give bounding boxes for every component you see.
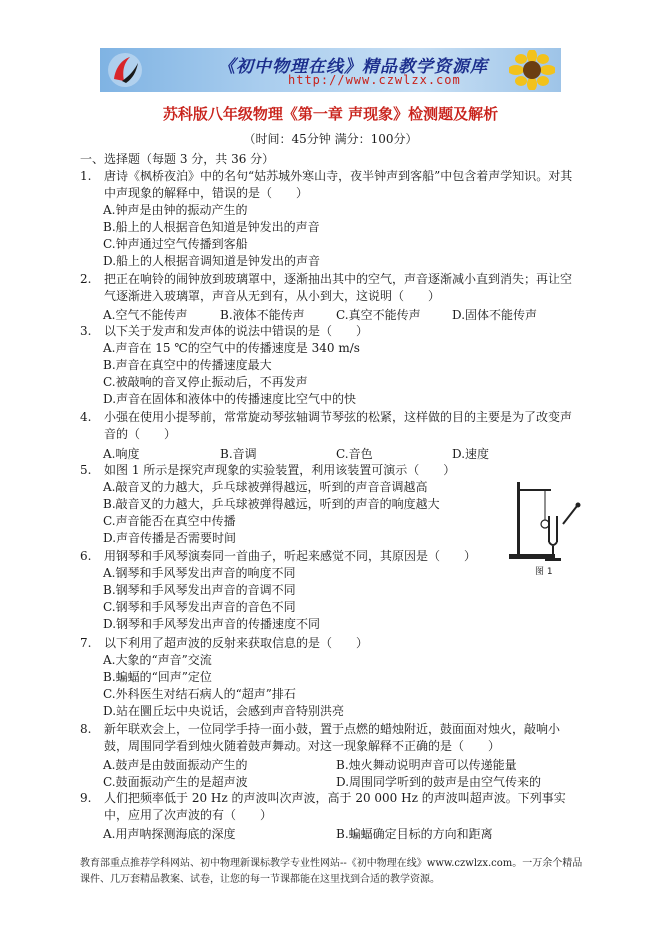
question-9 [80, 790, 580, 824]
option: A.钢琴和手风琴发出声音的响度不同 [103, 566, 296, 580]
option: D.船上的人根据音调知道是钟发出的声音 [103, 254, 321, 268]
question-number: 5. [80, 463, 92, 477]
option: C.被敲响的音叉停止振动后，不再发声 [103, 375, 308, 389]
option: B.声音在真空中的传播速度最大 [103, 358, 272, 372]
question-stem: 如图 1 所示是探究声现象的实验装置，利用该装置可演示（ ） [104, 463, 456, 477]
document-title: 苏科版八年级物理《第一章 声现象》检测题及解析 [162, 105, 499, 123]
question-number: 7. [80, 636, 92, 650]
question-stem: 唐诗《枫桥夜泊》中的名句“姑苏城外寒山寺，夜半钟声到客船”中包含着声学知识。对其中声现象的解释中，错误的是（ ） [104, 169, 573, 200]
option: D.声音传播是否需要时间 [103, 531, 237, 545]
option: D.速度 [452, 447, 490, 461]
option: D.站在圜丘坛中央说话，会感到声音特别洪亮 [103, 704, 345, 718]
question-3 [80, 323, 580, 340]
question-3-options [103, 340, 360, 408]
question-6-options [103, 565, 320, 633]
question-number: 4. [80, 410, 92, 424]
question-stem: 小强在使用小提琴前，常常旋动琴弦轴调节琴弦的松紧，这样做的目的主要是为了改变声音的（ ） [104, 410, 573, 441]
option: A.响度 [103, 447, 140, 461]
option: A.声音在 15 ℃的空气中的传播速度是 340 m/s [103, 341, 360, 355]
question-stem: 以下关于发声和发声体的说法中错误的是（ ） [104, 324, 369, 338]
exam-meta: （时间：45分钟 满分：100分） [243, 132, 418, 146]
page-footer: 教育部重点推荐学科网站、初中物理新课标教学专业性网站--《初中物理在线》www.czwlzx.com。一万余个精品课件、几万套精品教案、试卷，让您的每一节课都能在这里找到合适的教学资源。 [80, 858, 583, 885]
question-stem: 以下利用了超声波的反射来获取信息的是（ ） [104, 636, 369, 650]
question-2 [80, 271, 580, 305]
option: B.船上的人根据音色知道是钟发出的声音 [103, 220, 320, 234]
option: C.钟声通过空气传播到客船 [103, 237, 248, 251]
option: B.烛火舞动说明声音可以传递能量 [336, 758, 517, 772]
question-stem: 人们把频率低于 20 Hz 的声波叫次声波，高于 20 000 Hz 的声波叫超声波。下列事实中，应用了次声波的有（ ） [104, 791, 566, 822]
option: B.蝙蝠确定目标的方向和距离 [336, 827, 493, 841]
question-5-options [103, 479, 440, 547]
question-number: 3. [80, 324, 92, 338]
question-6 [80, 548, 580, 565]
option: B.蝙蝠的“回声”定位 [103, 670, 212, 684]
option: A.空气不能传声 [103, 308, 188, 322]
option: C.声音能否在真空中传播 [103, 514, 236, 528]
option: A.敲音叉的力越大，乒乓球被弹得越远，听到的声音音调越高 [103, 480, 428, 494]
option: D.钢琴和手风琴发出声音的传播速度不同 [103, 617, 321, 631]
option: D.周围同学听到的鼓声是由空气传来的 [336, 775, 542, 789]
option: A.鼓声是由鼓面振动产生的 [103, 758, 248, 772]
question-8 [80, 721, 580, 755]
question-4 [80, 409, 580, 443]
site-logo-icon [106, 51, 144, 89]
figure-caption: 图 1 [535, 567, 553, 577]
option: A.钟声是由钟的振动产生的 [103, 203, 248, 217]
option: B.敲音叉的力越大，乒乓球被弹得越远，听到的声音的响度越大 [103, 497, 440, 511]
banner-url[interactable]: http://www.czwlzx.com [288, 73, 461, 87]
option: C.鼓面振动产生的是超声波 [103, 775, 248, 789]
header-banner [100, 48, 561, 92]
option: C.钢琴和手风琴发出声音的音色不同 [103, 600, 296, 614]
sunflower-icon [509, 50, 555, 90]
option: B.钢琴和手风琴发出声音的音调不同 [103, 583, 296, 597]
question-number: 9. [80, 791, 92, 805]
banner-title: 《初中物理在线》精品教学资源库 [218, 57, 488, 77]
option: D.固体不能传声 [452, 308, 538, 322]
question-1-options [103, 202, 320, 270]
question-number: 2. [80, 272, 92, 286]
question-number: 6. [80, 549, 92, 563]
question-stem: 用钢琴和手风琴演奏同一首曲子，听起来感觉不同，其原因是（ ） [104, 549, 477, 563]
option: B.液体不能传声 [220, 308, 305, 322]
question-stem: 把正在响铃的闹钟放到玻璃罩中，逐渐抽出其中的空气，声音逐渐减小直到消失；再让空气逐渐进入玻璃罩，声音从无到有，从小到大，这说明（ ） [104, 272, 573, 303]
question-1 [80, 168, 580, 202]
question-7 [80, 635, 580, 652]
question-number: 8. [80, 722, 92, 736]
question-number: 1. [80, 169, 92, 183]
option: A.大象的“声音”交流 [103, 653, 212, 667]
section-heading: 一、选择题（每题 3 分，共 36 分） [80, 152, 275, 166]
option: C.音色 [336, 447, 373, 461]
question-stem: 新年联欢会上，一位同学手持一面小鼓，置于点燃的蜡烛附近，鼓面面对烛火，敲响小鼓，周围同学看到烛火随着鼓声舞动。对这一现象解释不正确的是（ ） [104, 722, 561, 753]
option: A.用声呐探测海底的深度 [103, 827, 236, 841]
option: D.声音在固体和液体中的传播速度比空气中的快 [103, 392, 357, 406]
option: C.真空不能传声 [336, 308, 421, 322]
option: B.音调 [220, 447, 257, 461]
question-7-options [103, 652, 344, 720]
option: C.外科医生对结石病人的“超声”排石 [103, 687, 296, 701]
